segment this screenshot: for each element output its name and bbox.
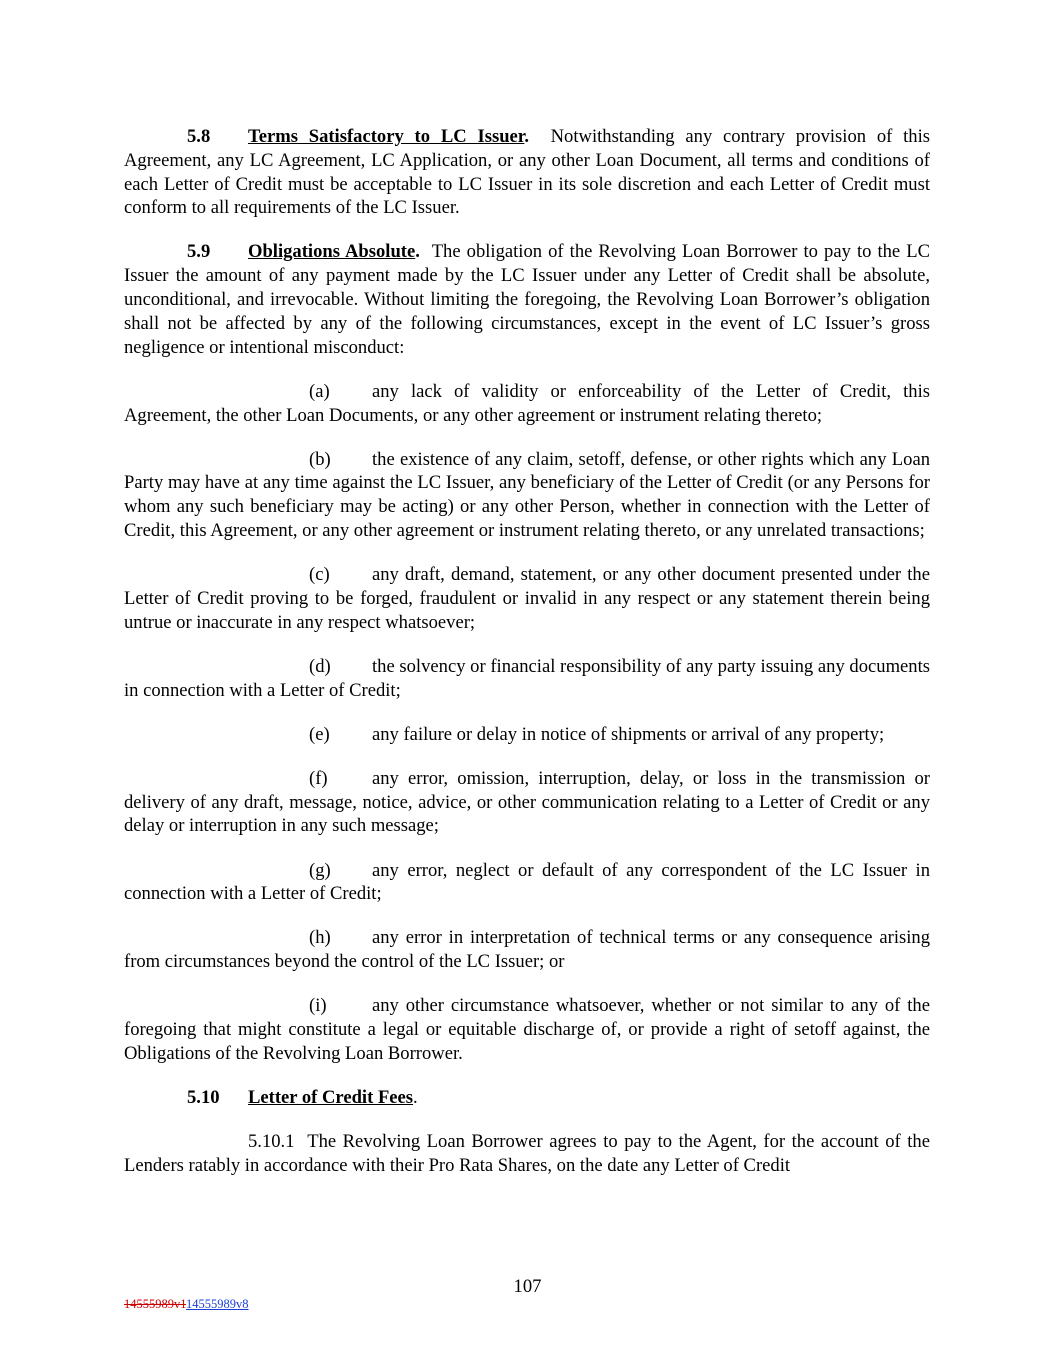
item-label: (a) [309,380,330,402]
item-text: the solvency or financial responsibility of any party issuing any documents in connection with a Letter of Credit; [124,655,930,701]
section-5-8 [124,125,930,220]
section-title: Letter of Credit Fees [248,1086,414,1108]
section-text: The obligation of the Revolving Loan Borrower to pay to the LC Issuer the amount of any payment made by the LC Issuer under any Letter of Credit shall be absolute, unconditional, and irrevocable. Without limiting the foregoing, the Revolving Loan Borrower’s obligation shall not be affected by any of the following circumstances, except in the event of LC Issuer’s gross negligence or intentional misconduct: [124,241,930,358]
item-text: any draft, demand, statement, or any other document presented under the Letter of Credit proving to be forged, fraudulent or invalid in any respect or any statement therein being untrue or inaccurate in any respect whatsoever; [124,564,930,633]
item-label: (f) [309,767,328,789]
item-label: (d) [309,655,331,677]
section-5-10-1 [124,1130,930,1178]
item-label: (c) [309,564,330,586]
item-text: any error in interpretation of technical terms or any consequence arising from circumstances beyond the control of the LC Issuer; or [124,927,930,973]
doc-id-inserted: 14555989v8 [186,1297,249,1311]
subsection-number: 5.10.1 [248,1131,295,1153]
list-item [124,655,930,703]
section-number: 5.8 [187,126,211,147]
item-text: the existence of any claim, setoff, defense, or other rights which any Loan Party may have at any time against the LC Issuer, any beneficiary of the Letter of Credit (or any Persons for whom any such beneficiary may be acting) or any other Person, whether in connection with the Letter of Credit, this Agreement, or any other agreement or instrument relating thereto, or any unrelated transactions; [124,448,930,542]
item-text: any failure or delay in notice of shipments or arrival of any property; [372,723,885,745]
section-title-punct: . [415,241,420,263]
list-item [124,380,930,428]
item-label: (e) [309,723,330,745]
section-5-10 [124,1086,930,1110]
item-text: any error, omission, interruption, delay, or loss in the transmission or delivery of any draft, message, notice, advice, or other communication relating to a Letter of Credit or any delay or interruption in any such message; [124,767,930,837]
document-page [124,125,930,1198]
item-text: any error, neglect or default of any correspondent of the LC Issuer in connection with a Letter of Credit; [124,859,930,905]
item-text: any lack of validity or enforceability of the Letter of Credit, this Agreement, the other Loan Documents, or any other agreement or instrument relating thereto; [124,380,930,426]
list-item [124,994,930,1065]
item-text: any other circumstance whatsoever, whether or not similar to any of the foregoing that might constitute a legal or equitable discharge of, or provide a right of setoff against, the Obligations of the Revolving Loan Borrower. [124,995,930,1064]
section-title: Terms Satisfactory to LC Issuer [248,126,525,147]
list-item [124,723,930,747]
item-label: (g) [309,859,331,881]
item-label: (i) [309,995,327,1017]
section-title: Obligations Absolute [248,241,416,263]
list-item [124,563,930,634]
section-number: 5.10 [187,1086,220,1108]
section-title-punct: . [524,126,529,147]
list-item [124,448,930,543]
section-number: 5.9 [187,241,211,263]
list-item [124,926,930,974]
doc-id-deleted: 14555989v1 [124,1297,187,1311]
section-5-9 [124,240,930,359]
page-number: 107 [513,1276,542,1297]
section-text: Notwithstanding any contrary provision of this Agreement, any LC Agreement, LC Application, or any other Loan Document, all terms and conditions of each Letter of Credit must be acceptable to LC Issuer in its sole discretion and each Letter of Credit must conform to all requirements of the LC Issuer. [124,126,931,219]
item-label: (b) [309,448,331,470]
item-label: (h) [309,927,331,949]
subsection-text: The Revolving Loan Borrower agrees to pay to the Agent, for the account of the Lenders ratably in accordance with their Pro Rata Shares, on the date any Letter of Credit [124,1131,930,1176]
list-item [124,859,930,907]
section-title-punct: . [413,1086,418,1108]
document-id-footer [124,1297,249,1312]
list-item [124,767,930,838]
